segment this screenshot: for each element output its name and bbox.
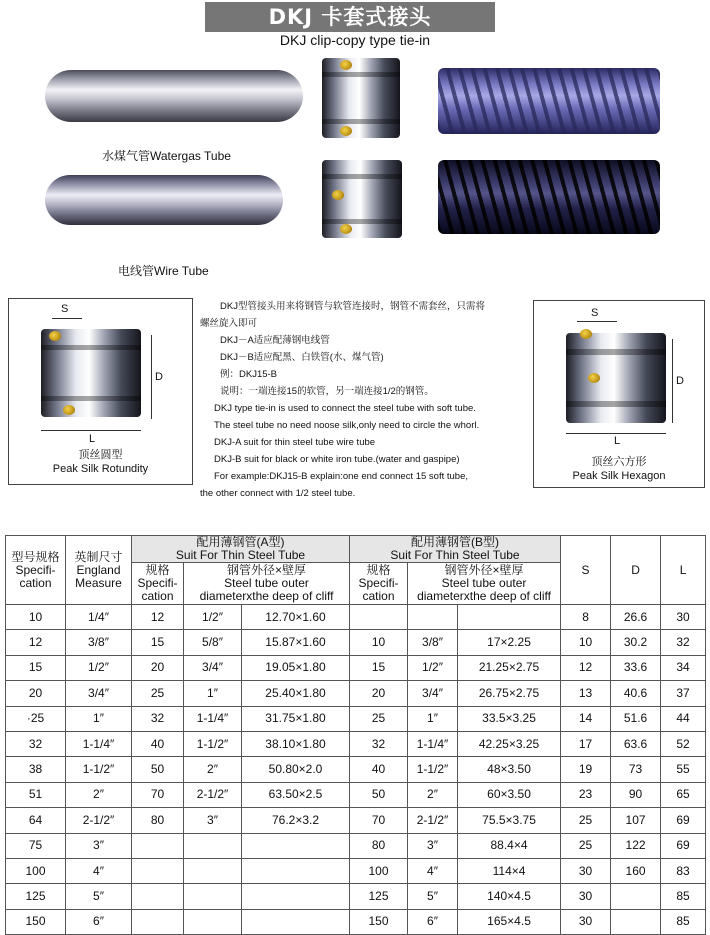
- table-row: [6, 757, 706, 782]
- cell-d: 73: [611, 757, 661, 782]
- cell-england: 1-1/4″: [66, 731, 132, 756]
- cell-b-inch: 3/8″: [408, 630, 458, 655]
- header-england: 英制尺寸 England Measure: [66, 536, 132, 605]
- page-title: DKJ 卡套式接头: [205, 2, 495, 32]
- header-group-b: 配用薄钢管(B型) Suit For Thin Steel Tube: [350, 536, 561, 563]
- cell-a-inch: [184, 833, 242, 858]
- fitting-image-b: [322, 160, 402, 238]
- diagram-caption-en: Peak Silk Rotundity: [52, 463, 149, 475]
- cell-b-inch: 5″: [408, 884, 458, 909]
- cell-d: 122: [611, 833, 661, 858]
- cell-l: 52: [661, 731, 706, 756]
- cell-b-spec: 20: [350, 681, 408, 706]
- black-soft-tube-image: [438, 160, 660, 234]
- cell-model: 64: [6, 808, 66, 833]
- cell-a-outer: 63.50×2.5: [242, 782, 350, 807]
- description-line: 说明：一端连接15的软管，另一端连接1/2的钢管。: [220, 386, 434, 397]
- screw-image: [340, 126, 352, 136]
- cell-model: ·25: [6, 706, 66, 731]
- cell-a-inch: 3/4″: [184, 655, 242, 680]
- cell-a-outer: [242, 884, 350, 909]
- hexagon-fitting-image: [566, 333, 666, 423]
- table-row: [6, 782, 706, 807]
- cell-a-outer: 76.2×3.2: [242, 808, 350, 833]
- cell-b-outer: 140×4.5: [458, 884, 561, 909]
- cell-b-outer: 88.4×4: [458, 833, 561, 858]
- cell-a-spec: 20: [132, 655, 184, 680]
- cell-b-inch: 1/2″: [408, 655, 458, 680]
- cell-s: 12: [561, 655, 611, 680]
- cell-s: 25: [561, 808, 611, 833]
- description-line: DKJ-A suit for thin steel tube wire tube: [214, 437, 376, 448]
- description-line: For example:DKJ15-B explain:one end connect 15 soft tube,: [214, 471, 469, 482]
- cell-a-outer: 38.10×1.80: [242, 731, 350, 756]
- cell-a-inch: 1/2″: [184, 605, 242, 630]
- cell-d: 63.6: [611, 731, 661, 756]
- cell-b-spec: [350, 605, 408, 630]
- table-row: [6, 833, 706, 858]
- table-row: [6, 858, 706, 883]
- cell-l: 32: [661, 630, 706, 655]
- header-a-spec: 规格 Specifi- cation: [132, 563, 184, 605]
- cell-b-outer: 114×4: [458, 858, 561, 883]
- cell-a-spec: 25: [132, 681, 184, 706]
- l-dimension-label: L: [614, 435, 621, 447]
- cell-a-spec: 70: [132, 782, 184, 807]
- cell-a-outer: 50.80×2.0: [242, 757, 350, 782]
- s-dimension-label: S: [61, 303, 69, 315]
- cell-england: 2-1/2″: [66, 808, 132, 833]
- cell-d: 51.6: [611, 706, 661, 731]
- cell-a-inch: [184, 909, 242, 934]
- cell-b-inch: [408, 605, 458, 630]
- cell-a-spec: [132, 858, 184, 883]
- header-model: 型号规格 Specifi- cation: [6, 536, 66, 605]
- cell-b-spec: 25: [350, 706, 408, 731]
- cell-model: 100: [6, 858, 66, 883]
- cell-a-outer: 19.05×1.80: [242, 655, 350, 680]
- cell-l: 30: [661, 605, 706, 630]
- screw-image: [63, 405, 75, 415]
- cell-a-spec: [132, 884, 184, 909]
- cell-a-inch: 1″: [184, 681, 242, 706]
- cell-s: 10: [561, 630, 611, 655]
- cell-l: 85: [661, 909, 706, 934]
- cell-b-spec: 80: [350, 833, 408, 858]
- cell-england: 6″: [66, 909, 132, 934]
- cell-a-spec: 50: [132, 757, 184, 782]
- header-d: D: [611, 536, 661, 605]
- cell-s: 14: [561, 706, 611, 731]
- screw-image: [340, 224, 352, 234]
- cell-b-spec: 10: [350, 630, 408, 655]
- cell-s: 8: [561, 605, 611, 630]
- watergas-tube-label: 水煤气管Watergas Tube: [102, 149, 231, 163]
- cell-a-outer: [242, 909, 350, 934]
- cell-b-outer: 60×3.50: [458, 782, 561, 807]
- cell-l: 34: [661, 655, 706, 680]
- cell-s: 30: [561, 858, 611, 883]
- cell-d: [611, 909, 661, 934]
- cell-model: 32: [6, 731, 66, 756]
- cell-b-inch: 3/4″: [408, 681, 458, 706]
- peak-silk-hexagon-diagram: [533, 300, 705, 488]
- diagram-caption-en: Peak Silk Hexagon: [572, 470, 666, 482]
- cell-a-outer: [242, 858, 350, 883]
- cell-england: 2″: [66, 782, 132, 807]
- round-fitting-image: [41, 329, 141, 417]
- cell-a-spec: [132, 909, 184, 934]
- cell-a-inch: 5/8″: [184, 630, 242, 655]
- cell-england: 3″: [66, 833, 132, 858]
- cell-a-outer: [242, 833, 350, 858]
- cell-s: 23: [561, 782, 611, 807]
- screw-image: [49, 331, 61, 341]
- cell-l: 69: [661, 808, 706, 833]
- cell-model: 10: [6, 605, 66, 630]
- header-b-spec: 规格 Specifi- cation: [350, 563, 408, 605]
- cell-a-inch: 2-1/2″: [184, 782, 242, 807]
- cell-model: 125: [6, 884, 66, 909]
- description-line: 例：DKJ15-B: [220, 369, 278, 380]
- screw-image: [588, 373, 600, 383]
- description-line: The steel tube no need noose silk,only need to circle the whorl.: [214, 420, 480, 431]
- cell-b-inch: 6″: [408, 909, 458, 934]
- spec-table-body: [6, 605, 706, 935]
- cell-england: 3/8″: [66, 630, 132, 655]
- cell-d: 33.6: [611, 655, 661, 680]
- cell-a-inch: 2″: [184, 757, 242, 782]
- cell-b-outer: 42.25×3.25: [458, 731, 561, 756]
- description-line: DKJ－B适应配黑、白铁管(水、煤气管): [220, 352, 384, 363]
- cell-d: 40.6: [611, 681, 661, 706]
- cell-a-inch: 1-1/4″: [184, 706, 242, 731]
- header-a-outer: 钢管外径×壁厚 Steel tube outer diameterxthe deep of cliff: [184, 563, 350, 605]
- screw-image: [580, 329, 592, 339]
- table-row: [6, 681, 706, 706]
- cell-b-spec: 40: [350, 757, 408, 782]
- description-line: DKJ type tie-in is used to connect the steel tube with soft tube.: [214, 403, 476, 414]
- screw-image: [340, 60, 352, 70]
- cell-b-spec: 50: [350, 782, 408, 807]
- cell-d: 90: [611, 782, 661, 807]
- cell-a-spec: 40: [132, 731, 184, 756]
- cell-b-inch: 4″: [408, 858, 458, 883]
- table-row: [6, 706, 706, 731]
- description-line: 螺丝旋入即可: [200, 318, 258, 329]
- page-subtitle: DKJ clip-copy type tie-in: [279, 32, 431, 48]
- cell-l: 83: [661, 858, 706, 883]
- table-row: [6, 884, 706, 909]
- diagram-caption-cn: 顶丝六方形: [591, 456, 647, 468]
- table-row: [6, 808, 706, 833]
- cell-a-inch: [184, 884, 242, 909]
- cell-b-inch: 2-1/2″: [408, 808, 458, 833]
- cell-b-spec: 150: [350, 909, 408, 934]
- description-line: the other connect with 1/2 steel tube.: [200, 488, 356, 499]
- cell-model: 38: [6, 757, 66, 782]
- cell-d: 160: [611, 858, 661, 883]
- description-line: DKJ－A适应配薄钢电线管: [220, 335, 330, 346]
- description-text: [200, 298, 530, 502]
- table-row: [6, 731, 706, 756]
- header-b-outer: 钢管外径×壁厚 Steel tube outer diameterxthe deep of cliff: [408, 563, 561, 605]
- cell-b-spec: 100: [350, 858, 408, 883]
- cell-l: 44: [661, 706, 706, 731]
- cell-a-outer: 25.40×1.80: [242, 681, 350, 706]
- cell-b-spec: 125: [350, 884, 408, 909]
- cell-b-outer: 26.75×2.75: [458, 681, 561, 706]
- cell-a-spec: [132, 833, 184, 858]
- cell-l: 65: [661, 782, 706, 807]
- cell-a-outer: 31.75×1.80: [242, 706, 350, 731]
- cell-b-outer: 75.5×3.75: [458, 808, 561, 833]
- diagram-caption-cn: 顶丝圆型: [78, 449, 123, 461]
- table-row: [6, 605, 706, 630]
- l-dimension-label: L: [89, 433, 96, 445]
- cell-england: 4″: [66, 858, 132, 883]
- cell-l: 55: [661, 757, 706, 782]
- cell-england: 5″: [66, 884, 132, 909]
- cell-a-outer: 12.70×1.60: [242, 605, 350, 630]
- description-line: DKJ型管接头用来将钢管与软管连接时，钢管不需套丝，只需将: [220, 301, 485, 312]
- cell-a-spec: 12: [132, 605, 184, 630]
- cell-b-inch: 2″: [408, 782, 458, 807]
- s-dimension-label: S: [591, 307, 599, 319]
- cell-b-outer: 33.5×3.25: [458, 706, 561, 731]
- screw-image: [332, 190, 344, 200]
- cell-d: [611, 884, 661, 909]
- cell-d: 107: [611, 808, 661, 833]
- cell-model: 20: [6, 681, 66, 706]
- cell-l: 37: [661, 681, 706, 706]
- cell-b-inch: 3″: [408, 833, 458, 858]
- cell-s: 30: [561, 909, 611, 934]
- cell-s: 19: [561, 757, 611, 782]
- cell-model: 15: [6, 655, 66, 680]
- watergas-tube-image: [45, 70, 303, 122]
- spec-table: [5, 535, 706, 935]
- cell-b-outer: 17×2.25: [458, 630, 561, 655]
- cell-a-inch: 1-1/2″: [184, 731, 242, 756]
- cell-b-spec: 70: [350, 808, 408, 833]
- cell-model: 75: [6, 833, 66, 858]
- cell-england: 1-1/2″: [66, 757, 132, 782]
- cell-b-outer: 165×4.5: [458, 909, 561, 934]
- cell-l: 69: [661, 833, 706, 858]
- cell-england: 1/2″: [66, 655, 132, 680]
- d-dimension-label: D: [676, 375, 684, 387]
- cell-model: 51: [6, 782, 66, 807]
- cell-s: 13: [561, 681, 611, 706]
- cell-a-spec: 80: [132, 808, 184, 833]
- cell-b-inch: 1-1/4″: [408, 731, 458, 756]
- header-group-a: 配用薄钢管(A型) Suit For Thin Steel Tube: [132, 536, 350, 563]
- cell-s: 30: [561, 884, 611, 909]
- cell-d: 26.6: [611, 605, 661, 630]
- cell-s: 25: [561, 833, 611, 858]
- cell-b-inch: 1″: [408, 706, 458, 731]
- cell-b-spec: 15: [350, 655, 408, 680]
- fitting-image-a: [322, 58, 400, 138]
- wire-tube-image: [45, 175, 283, 225]
- cell-s: 17: [561, 731, 611, 756]
- header-l: L: [661, 536, 706, 605]
- cell-d: 30.2: [611, 630, 661, 655]
- cell-a-outer: 15.87×1.60: [242, 630, 350, 655]
- wire-tube-label: 电线管Wire Tube: [118, 264, 209, 278]
- d-dimension-label: D: [155, 371, 163, 383]
- table-row: [6, 630, 706, 655]
- cell-b-outer: [458, 605, 561, 630]
- blue-soft-tube-image: [438, 68, 660, 134]
- cell-a-inch: 3″: [184, 808, 242, 833]
- cell-a-spec: 15: [132, 630, 184, 655]
- description-line: DKJ-B suit for black or white iron tube.(water and gaspipe): [214, 454, 460, 465]
- cell-b-inch: 1-1/2″: [408, 757, 458, 782]
- cell-england: 1″: [66, 706, 132, 731]
- cell-england: 1/4″: [66, 605, 132, 630]
- peak-silk-rotundity-diagram: [8, 298, 193, 485]
- cell-a-inch: [184, 858, 242, 883]
- cell-a-spec: 32: [132, 706, 184, 731]
- cell-model: 150: [6, 909, 66, 934]
- table-row: [6, 909, 706, 934]
- cell-b-outer: 48×3.50: [458, 757, 561, 782]
- cell-b-spec: 32: [350, 731, 408, 756]
- cell-l: 85: [661, 884, 706, 909]
- cell-b-outer: 21.25×2.75: [458, 655, 561, 680]
- table-row: [6, 655, 706, 680]
- cell-england: 3/4″: [66, 681, 132, 706]
- cell-model: 12: [6, 630, 66, 655]
- header-s: S: [561, 536, 611, 605]
